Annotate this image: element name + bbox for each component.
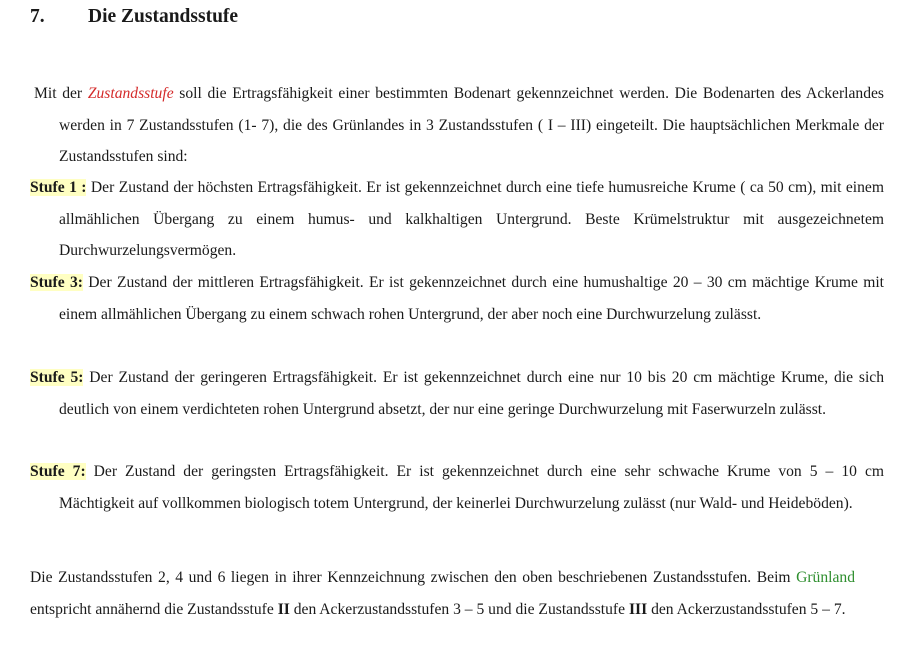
roman-two: II (277, 600, 290, 618)
section-number: 7. (30, 6, 45, 27)
intro-paragraph (30, 78, 884, 173)
section-title: Die Zustandsstufe (88, 6, 239, 27)
closing-part3: den Ackerzustandsstufen 3 – 5 und die Zustandsstufe (289, 600, 629, 618)
stage-5-text: Der Zustand der geringeren Ertragsfähigkeit. Er ist gekennzeichnet durch eine nur 10 bis 20 cm mächtige Krume, die sich deutlich von einem verdichteten rohen Untergrund absetzt, der nur eine geringe Durchwurzelung mit Faserwurzeln zulässt. (59, 369, 884, 418)
stage-3-label: Stufe 3: (30, 274, 83, 291)
stage-1-label: Stufe 1 : (30, 179, 87, 196)
roman-three: III (628, 600, 648, 618)
stage-5-label: Stufe 5: (30, 369, 84, 386)
zustandsstufe-term: Zustandsstufe (87, 85, 174, 102)
closing-part4: den Ackerzustandsstufen 5 – 7. (647, 600, 846, 618)
closing-part2: entspricht annähernd die Zustandsstufe (30, 600, 278, 618)
section-heading (30, 6, 238, 28)
closing-line1: Die Zustandsstufen 2, 4 und 6 liegen in ihrer Kennzeichnung zwischen den oben beschriebenen Zustandsstufen. (30, 569, 752, 586)
stage-1-text: Der Zustand der höchsten Ertragsfähigkeit. Er ist gekennzeichnet durch eine tiefe humusreiche Krume ( ca 50 cm), mit einem allmählichen Übergang zu einem humus- und kalkhaltigen Untergrund. Beste Krümelstruktur mit ausgezeichnetem Durchwurzelungsvermögen. (59, 179, 884, 259)
gruenland-term: Grünland (796, 569, 855, 586)
stage-3-text: Der Zustand der mittleren Ertragsfähigkeit. Er ist gekennzeichnet durch eine humushaltige 20 – 30 cm mächtige Krume mit einem allmählichen Übergang zu einem schwach rohen Untergrund, der aber noch eine Durchwurzelung zulässt. (59, 274, 885, 323)
stage-7-label: Stufe 7: (30, 463, 86, 480)
intro-post: soll die Ertragsfähigkeit einer bestimmten Bodenart gekennzeichnet werden. Die Bodenarten des Ackerlandes werden in 7 Zustandsstufen (1- 7), die des Grünlandes in 3 Zustandsstufen ( I – III) eingeteilt. Die hauptsächlichen Merkmale der Zustandsstufen sind: (59, 85, 884, 165)
closing-part1: Beim (751, 569, 797, 586)
stage-3-paragraph (30, 267, 884, 330)
stage-5-paragraph (30, 362, 884, 425)
intro-pre: Mit der (34, 85, 88, 102)
stage-7-paragraph (30, 456, 884, 519)
closing-paragraph (30, 562, 855, 625)
stage-1-paragraph (30, 172, 884, 267)
stage-7-text: Der Zustand der geringsten Ertragsfähigkeit. Er ist gekennzeichnet durch eine sehr schwache Krume von 5 – 10 cm Mächtigkeit auf vollkommen biologisch totem Untergrund, der keinerlei Durchwurzelung zulässt (nur Wald- und Heideböden). (59, 463, 884, 512)
